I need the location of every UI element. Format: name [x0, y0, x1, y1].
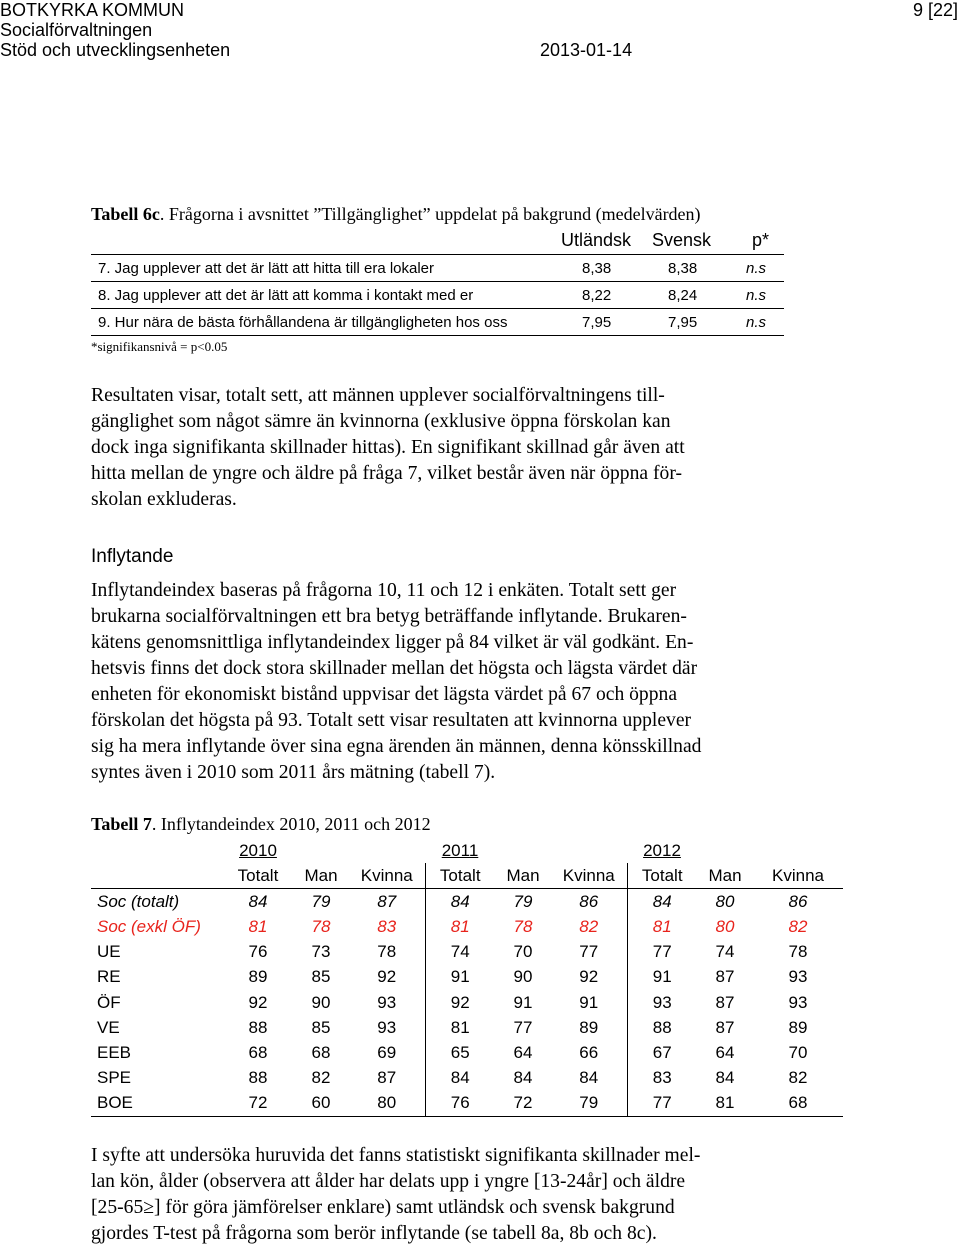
table-row	[91, 940, 843, 965]
table6c-rule-top	[91, 254, 784, 255]
paragraph-line: [25-65≥] för göra jämförelser enklare) samt utländsk och svensk bakgrund	[91, 1197, 675, 1218]
table-row	[91, 1091, 843, 1117]
table7-cell: 85	[311, 1017, 331, 1037]
table7-cell: 76	[425, 1091, 495, 1117]
table7-cell: 64	[715, 1042, 735, 1062]
table6c-value-p: n.s	[746, 314, 767, 331]
paragraph-line: syntes även i 2010 som 2011 års mätning (tabell 7).	[91, 762, 496, 783]
table7-cell: 79	[551, 1091, 627, 1117]
table-row	[91, 889, 843, 915]
table7-cell: 86	[753, 889, 843, 915]
table-row	[91, 1066, 843, 1091]
unit-name: Stöd och utvecklingsenheten	[0, 40, 231, 60]
table7-cell: 89	[551, 1015, 627, 1040]
table6c-title-label: Tabell 6c	[91, 204, 160, 224]
table7-cell: 68	[753, 1091, 843, 1117]
table-row	[91, 1015, 843, 1040]
table7-cell: 84	[450, 1068, 470, 1088]
table6c-col-p: p*	[752, 230, 770, 250]
table7-row-label: SPE	[97, 1068, 132, 1088]
table7-cell: 89	[248, 967, 268, 987]
paragraph-line: hetsvis finns det dock stora skillnader mellan det högsta och lägsta värdet där	[91, 658, 698, 679]
table6c-note: *signifikansnivå = p<0.05	[91, 339, 228, 354]
table7-cell: 74	[450, 942, 470, 962]
table7-cell: 80	[715, 916, 735, 936]
paragraph-line: kätens genomsnittliga inflytandeindex ligger på 84 vilket är väl godkänt. En-	[91, 632, 694, 653]
table7-cell: 92	[551, 965, 627, 990]
table7-header: Man	[697, 863, 753, 889]
table7-cell: 83	[652, 1068, 672, 1088]
table7-row-label: ÖF	[97, 992, 121, 1012]
table7-header: Man	[495, 863, 551, 889]
table7-cell: 78	[513, 916, 533, 936]
table7-cell: 90	[513, 967, 533, 987]
table7-cell: 92	[248, 992, 268, 1012]
table7-cell: 77	[551, 940, 627, 965]
table7-cell: 74	[715, 942, 735, 962]
table-row	[91, 990, 843, 1015]
table7-cell: 80	[349, 1091, 425, 1117]
table7-cell: 83	[349, 914, 425, 939]
table7-cell: 81	[697, 1091, 753, 1117]
section-heading: Inflytande	[91, 546, 174, 567]
table7-cell: 89	[788, 1017, 808, 1037]
table6c-value-utlandsk: 8,38	[582, 260, 612, 277]
table7-cell: 64	[513, 1042, 533, 1062]
table-row	[91, 1040, 843, 1065]
paragraph-line: förskolan det högsta på 93. Totalt sett visar resultaten att kvinnorna upplever	[91, 710, 692, 731]
page-number: 9 [22]	[912, 0, 958, 20]
table6c-title	[91, 204, 701, 225]
table7-row-label: Soc (totalt)	[91, 889, 223, 915]
table7-cell: 86	[551, 889, 627, 915]
table7-row-label: UE	[97, 942, 121, 962]
table7-cell: 79	[293, 889, 349, 915]
org-name: BOTKYRKA KOMMUN	[0, 0, 185, 20]
table7-year: 2012	[643, 841, 681, 860]
paragraph-inflytande	[91, 578, 891, 786]
table7-cell: 87	[715, 967, 735, 987]
table7-header-row	[91, 863, 843, 889]
table7-cell: 93	[788, 967, 808, 987]
paragraph-ttest	[91, 1143, 891, 1247]
table6c-rule-bottom	[91, 335, 784, 336]
paragraph-line: Resultaten visar, totalt sett, att männen upplever socialförvaltningens till-	[91, 385, 665, 406]
paragraph-line: gänglighet som något sämre än kvinnorna (exklusive öppna förskolan kan	[91, 411, 671, 432]
table7-title-text: . Inflytandeindex 2010, 2011 och 2012	[151, 814, 431, 834]
table7	[91, 839, 843, 1117]
table7-cell: 78	[788, 942, 808, 962]
paragraph-line: I syfte att undersöka huruvida det fanns statistiskt signifikanta skillnader mel-	[91, 1145, 701, 1166]
table7-row-label: EEB	[97, 1042, 132, 1062]
table7-title	[91, 814, 431, 835]
table7-cell: 82	[788, 916, 808, 936]
table7-cell: 65	[450, 1042, 470, 1062]
table6c-value-utlandsk: 8,22	[582, 287, 612, 304]
table6c-rule	[91, 281, 784, 282]
table6c-value-p: n.s	[746, 287, 767, 304]
table6c-col-utlandsk: Utländsk	[561, 230, 632, 250]
table6c-col-svensk: Svensk	[652, 230, 712, 250]
table7-title-label: Tabell 7	[91, 814, 152, 834]
table7-cell: 91	[513, 992, 533, 1012]
table7-cell: 66	[551, 1040, 627, 1065]
table7-row-label: Soc (exkl ÖF)	[97, 916, 201, 936]
table6c-rule	[91, 308, 784, 309]
table7-cell: 70	[788, 1042, 808, 1062]
table7-cell: 88	[248, 1068, 268, 1088]
table7-cell: 81	[450, 916, 470, 936]
table7-cell: 77	[627, 1091, 697, 1117]
table7-year: 2010	[239, 841, 277, 860]
table7-cell: 81	[450, 1017, 470, 1037]
table7-cell: 87	[715, 1017, 735, 1037]
table7-header: Kvinna	[551, 863, 627, 889]
table7-cell: 92	[349, 965, 425, 990]
table7-cell: 68	[311, 1042, 331, 1062]
table7-cell: 67	[652, 1042, 672, 1062]
table7-cell: 69	[349, 1040, 425, 1065]
table7-cell: 81	[248, 916, 268, 936]
table6c-value-utlandsk: 7,95	[582, 314, 612, 331]
paragraph-line: sig ha mera inflytande över sina egna ärenden än männen, denna könsskillnad	[91, 736, 702, 757]
table-row	[91, 914, 843, 939]
table6c-question: 9. Hur nära de bästa förhållandena är tillgängligheten hos oss	[98, 314, 508, 331]
table7-cell: 77	[652, 942, 672, 962]
table7-cell: 73	[311, 942, 331, 962]
table7-cell: 93	[652, 992, 672, 1012]
table7-cell: 84	[425, 889, 495, 915]
table7-cell: 92	[450, 992, 470, 1012]
table7-cell: 82	[311, 1068, 331, 1088]
table7-cell: 93	[788, 992, 808, 1012]
table7-row-label: VE	[97, 1017, 120, 1037]
table6c-value-p: n.s	[746, 260, 767, 277]
table7-cell: 87	[349, 889, 425, 915]
table7-cell: 72	[495, 1091, 551, 1117]
table6c-value-svensk: 8,24	[668, 287, 698, 304]
table7-header: Man	[293, 863, 349, 889]
paragraph-line: Inflytandeindex baseras på frågorna 10, 11 och 12 i enkäten. Totalt sett ger	[91, 580, 677, 601]
table7-row-label: BOE	[91, 1091, 223, 1117]
department-name: Socialförvaltningen	[0, 20, 153, 40]
paragraph-line: brukarna socialförvaltningen ett bra betyg beträffande inflytande. Brukaren-	[91, 606, 687, 627]
table7-cell: 84	[627, 889, 697, 915]
table7-cell: 85	[311, 967, 331, 987]
table7-cell: 91	[450, 967, 470, 987]
table7-cell: 76	[248, 942, 268, 962]
table7-cell: 82	[788, 1068, 808, 1088]
table7-header: Totalt	[223, 863, 293, 889]
table7-cell: 84	[551, 1066, 627, 1091]
table7-cell: 78	[349, 940, 425, 965]
table7-header: Totalt	[425, 863, 495, 889]
table7-cell: 87	[715, 992, 735, 1012]
paragraph-line: lan kön, ålder (observera att ålder har delats upp i yngre [13-24år] och äldre	[91, 1171, 686, 1192]
table7-cell: 88	[248, 1017, 268, 1037]
table6c-question: 8. Jag upplever att det är lätt att komma i kontakt med er	[98, 287, 474, 304]
table7-cell: 72	[223, 1091, 293, 1117]
table7-year: 2011	[441, 841, 479, 860]
table7-cell: 87	[349, 1066, 425, 1091]
table7-cell: 80	[697, 889, 753, 915]
table6c-title-text: . Frågorna i avsnittet ”Tillgänglighet” uppdelat på bakgrund (medelvärden)	[159, 204, 701, 224]
table7-cell: 79	[495, 889, 551, 915]
table7-cell: 90	[311, 992, 331, 1012]
table7-cell: 84	[513, 1068, 533, 1088]
table7-cell: 88	[652, 1017, 672, 1037]
table7-header: Kvinna	[753, 863, 843, 889]
table7-cell: 81	[652, 916, 672, 936]
table6c-value-svensk: 8,38	[668, 260, 698, 277]
table7-header: Kvinna	[349, 863, 425, 889]
table7-cell: 60	[293, 1091, 349, 1117]
table-row	[91, 965, 843, 990]
paragraph-line: enheten för ekonomiskt bistånd uppvisar det lägsta värdet på 67 och öppna	[91, 684, 678, 705]
paragraph-line: dock inga signifikanta skillnader hittas). En signifikant skillnad går även att	[91, 437, 685, 458]
paragraph-line: skolan exkluderas.	[91, 489, 237, 510]
table7-cell: 77	[513, 1017, 533, 1037]
table7-cell: 91	[652, 967, 672, 987]
table7-cell: 93	[349, 990, 425, 1015]
table6c-value-svensk: 7,95	[668, 314, 698, 331]
paragraph-results	[91, 383, 891, 513]
document-date: 2013-01-14	[540, 40, 633, 60]
table7-cell: 70	[513, 942, 533, 962]
table7-cell: 78	[311, 916, 331, 936]
table7-year-row	[91, 839, 843, 863]
table7-cell: 93	[349, 1015, 425, 1040]
table7-row-label: RE	[97, 967, 121, 987]
table7-cell: 91	[551, 990, 627, 1015]
table7-header: Totalt	[627, 863, 697, 889]
table7-cell: 84	[223, 889, 293, 915]
paragraph-line: hitta mellan de yngre och äldre på fråga 7, vilket består även när öppna för-	[91, 463, 682, 484]
table7-cell: 68	[248, 1042, 268, 1062]
table7-cell: 82	[551, 914, 627, 939]
paragraph-line: gjordes T-test på frågorna som berör inflytande (se tabell 8a, 8b och 8c).	[91, 1223, 657, 1244]
table7-cell: 84	[715, 1068, 735, 1088]
table6c-question: 7. Jag upplever att det är lätt att hitta till era lokaler	[98, 260, 435, 277]
